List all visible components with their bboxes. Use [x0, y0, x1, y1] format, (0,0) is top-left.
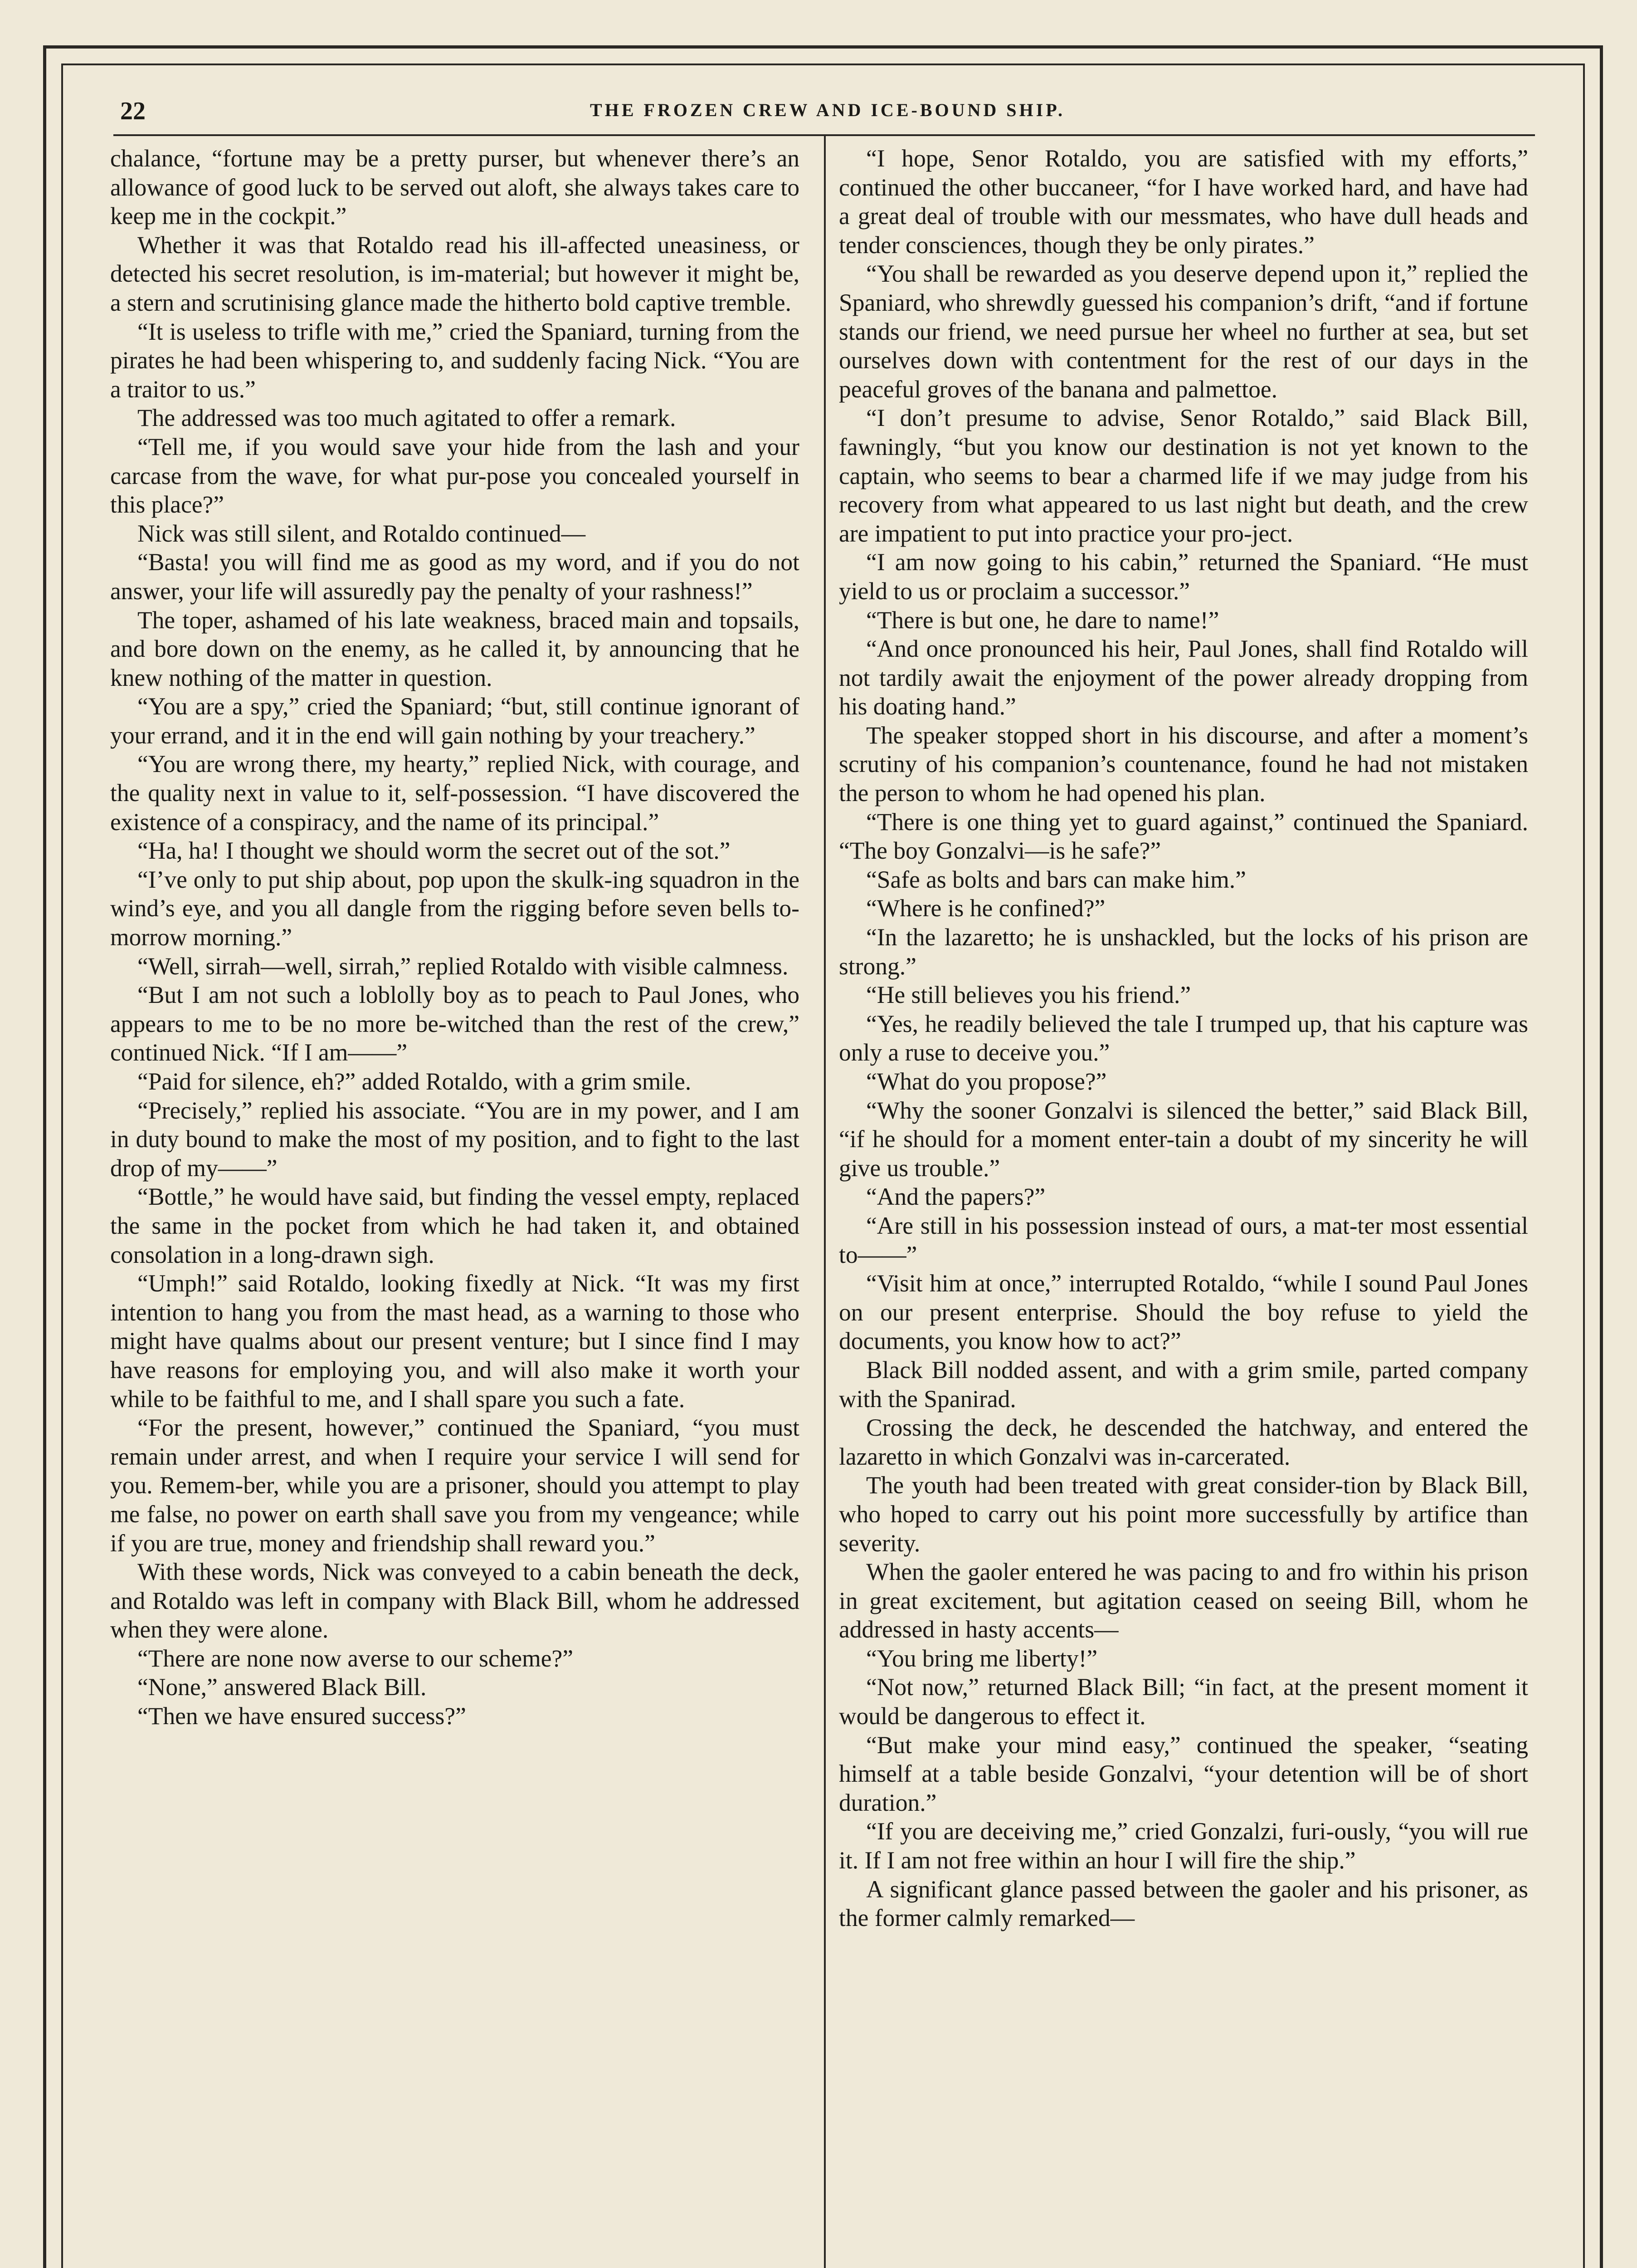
paragraph: The toper, ashamed of his late weakness, braced main and topsails, and bore down on the enemy, as he called it, by announcing that he knew nothing of the matter in question. — [110, 606, 799, 691]
paragraph: “Tell me, if you would save your hide from the lash and your carcase from the wave, for what pur-pose you concealed yourself in this place?” — [110, 433, 799, 518]
paragraph: “He still believes you his friend.” — [866, 981, 1191, 1009]
paragraph: Black Bill nodded assent, and with a grim smile, parted company with the Spanirad. — [839, 1356, 1528, 1413]
paragraph: “There are none now averse to our scheme?” — [137, 1644, 574, 1672]
paragraph: chalance, “fortune may be a pretty purser, but whenever there’s an allowance of good luck to be served out aloft, she always takes care to keep me in the cockpit.” — [110, 145, 799, 230]
paragraph: “I hope, Senor Rotaldo, you are satisfied with my efforts,” continued the other buccaneer, “for I have worked hard, and have had a great deal of trouble with our messmates, who have dull heads and tender consciences, though they be only pirates.” — [839, 145, 1528, 259]
column-divider — [824, 136, 826, 2268]
paragraph: Nick was still silent, and Rotaldo continued— — [137, 519, 586, 547]
paragraph: “In the lazaretto; he is unshackled, but the locks of his prison are strong.” — [839, 924, 1528, 980]
paragraph: “And once pronounced his heir, Paul Jones, shall find Rotaldo will not tardily await the enjoyment of the power already dropping from his doating hand.” — [839, 635, 1528, 720]
paragraph: “Where is he confined?” — [866, 894, 1106, 922]
page-header — [120, 93, 1535, 129]
page-number: 22 — [120, 97, 146, 125]
paragraph: “I don’t presume to advise, Senor Rotaldo,” said Black Bill, fawningly, “but you know our destination is not yet known to the captain, who seems to bear a charmed life if we may judge from his recovery from what appeared to us last night but death, and the crew are impatient to put into practice your pro-ject. — [839, 404, 1528, 547]
paragraph: When the gaoler entered he was pacing to and fro within his prison in great excitement, but agitation ceased on seeing Bill, whom he addressed in hasty accents— — [839, 1558, 1528, 1643]
paragraph: “None,” answered Black Bill. — [137, 1673, 427, 1701]
paragraph: “You are a spy,” cried the Spaniard; “but, still continue ignorant of your errand, and it in the end will gain nothing by your treachery.” — [110, 693, 799, 749]
paragraph: “Umph!” said Rotaldo, looking fixedly at Nick. “It was my first intention to hang you from the mast head, as a warning to those who might have qualms about our present venture; but I since find I may have reasons for employing you, and will also make it worth your while to be faithful to me, and I shall spare you such a fate. — [110, 1270, 799, 1413]
right-column — [839, 144, 1528, 1933]
paragraph: “Safe as bolts and bars can make him.” — [866, 865, 1246, 893]
paragraph: The speaker stopped short in his discourse, and after a moment’s scrutiny of his companion’s countenance, found he had not mistaken the person to whom he had opened his plan. — [839, 721, 1528, 807]
paragraph: A significant glance passed between the gaoler and his prisoner, as the former calmly remarked— — [839, 1875, 1528, 1932]
paragraph: “If you are deceiving me,” cried Gonzalzi, furi-ously, “you will rue it. If I am not free within an hour I will fire the ship.” — [839, 1818, 1528, 1874]
paragraph: The youth had been treated with great consider-tion by Black Bill, who hoped to carry out his point more successfully by artifice than severity. — [839, 1471, 1528, 1557]
paragraph: “What do you propose?” — [866, 1068, 1107, 1095]
paragraph: The addressed was too much agitated to offer a remark. — [137, 404, 676, 432]
paragraph: “It is useless to trifle with me,” cried the Spaniard, turning from the pirates he had been whispering to, and suddenly facing Nick. “You are a traitor to us.” — [110, 318, 799, 403]
paragraph: “Not now,” returned Black Bill; “in fact, at the present moment it would be dangerous to effect it. — [839, 1673, 1528, 1730]
paragraph: “Well, sirrah—well, sirrah,” replied Rotaldo with visible calmness. — [137, 952, 789, 980]
paragraph: “I am now going to his cabin,” returned the Spaniard. “He must yield to us or proclaim a successor.” — [839, 548, 1528, 605]
paragraph: “You shall be rewarded as you deserve depend upon it,” replied the Spaniard, who shrewdly guessed his companion’s drift, “and if fortune stands our friend, we need pursue her wheel no further at sea, but set ourselves down with contentment for the rest of our days in the peaceful groves of the banana and palmettoe. — [839, 260, 1528, 403]
paragraph: “I’ve only to put ship about, pop upon the skulk-ing squadron in the wind’s eye, and you all dangle from the rigging before seven bells to-morrow morning.” — [110, 865, 799, 951]
paragraph: “Ha, ha! I thought we should worm the secret out of the sot.” — [137, 837, 731, 865]
paragraph: “But I am not such a loblolly boy as to peach to Paul Jones, who appears to me to be no more be-witched than the rest of the crew,” continued Nick. “If I am——” — [110, 981, 799, 1066]
paragraph: “You are wrong there, my hearty,” replied Nick, with courage, and the quality next in value to it, self-possession. “I have discovered the existence of a conspiracy, and the name of its principal.” — [110, 750, 799, 836]
paragraph: “Basta! you will find me as good as my word, and if you do not answer, your life will assuredly pay the penalty of your rashness!” — [110, 548, 799, 605]
paragraph: “Paid for silence, eh?” added Rotaldo, with a grim smile. — [137, 1068, 692, 1095]
paragraph: With these words, Nick was conveyed to a cabin beneath the deck, and Rotaldo was left in company with Black Bill, whom he addressed when they were alone. — [110, 1558, 799, 1643]
paragraph: “Yes, he readily believed the tale I trumped up, that his capture was only a ruse to deceive you.” — [839, 1010, 1528, 1066]
paragraph: Crossing the deck, he descended the hatchway, and entered the lazaretto in which Gonzalvi was in-carcerated. — [839, 1414, 1528, 1470]
paragraph: “And the papers?” — [866, 1183, 1046, 1211]
running-title: THE FROZEN CREW AND ICE-BOUND SHIP. — [590, 100, 1065, 120]
paragraph: “Are still in his possession instead of ours, a mat-ter most essential to——” — [839, 1212, 1528, 1268]
paragraph: “For the present, however,” continued the Spaniard, “you must remain under arrest, and when I require your service I will send for you. Remem-ber, while you are a prisoner, should you attempt to play me false, no power on earth shall save you from my vengeance; while if you are true, money and friendship shall reward you.” — [110, 1414, 799, 1557]
paragraph: “But make your mind easy,” continued the speaker, “seating himself at a table beside Gonzalvi, “your detention will be of short duration.” — [839, 1731, 1528, 1816]
paragraph: “Bottle,” he would have said, but finding the vessel empty, replaced the same in the pocket from which he had taken it, and obtained consolation in a long-drawn sigh. — [110, 1183, 799, 1268]
paragraph: “There is one thing yet to guard against,” continued the Spaniard. “The boy Gonzalvi—is he safe?” — [839, 808, 1528, 865]
paragraph: “Precisely,” replied his associate. “You are in my power, and I am in duty bound to make the most of my position, and to fight to the last drop of my——” — [110, 1096, 799, 1182]
paragraph: “Visit him at once,” interrupted Rotaldo, “while I sound Paul Jones on our present enterprise. Should the boy refuse to yield the documents, you know how to act?” — [839, 1270, 1528, 1355]
paragraph: “You bring me liberty!” — [866, 1644, 1098, 1672]
paragraph: “Then we have ensured success?” — [137, 1702, 466, 1730]
paragraph: “Why the sooner Gonzalvi is silenced the better,” said Black Bill, “if he should for a moment enter-tain a doubt of my sincerity he will give us trouble.” — [839, 1096, 1528, 1182]
left-column — [110, 144, 799, 1731]
paragraph: “There is but one, he dare to name!” — [866, 606, 1219, 634]
paragraph: Whether it was that Rotaldo read his ill-affected uneasiness, or detected his secret resolution, is im-material; but however it might be, a stern and scrutinising glance made the hitherto bold captive tremble. — [110, 231, 799, 316]
